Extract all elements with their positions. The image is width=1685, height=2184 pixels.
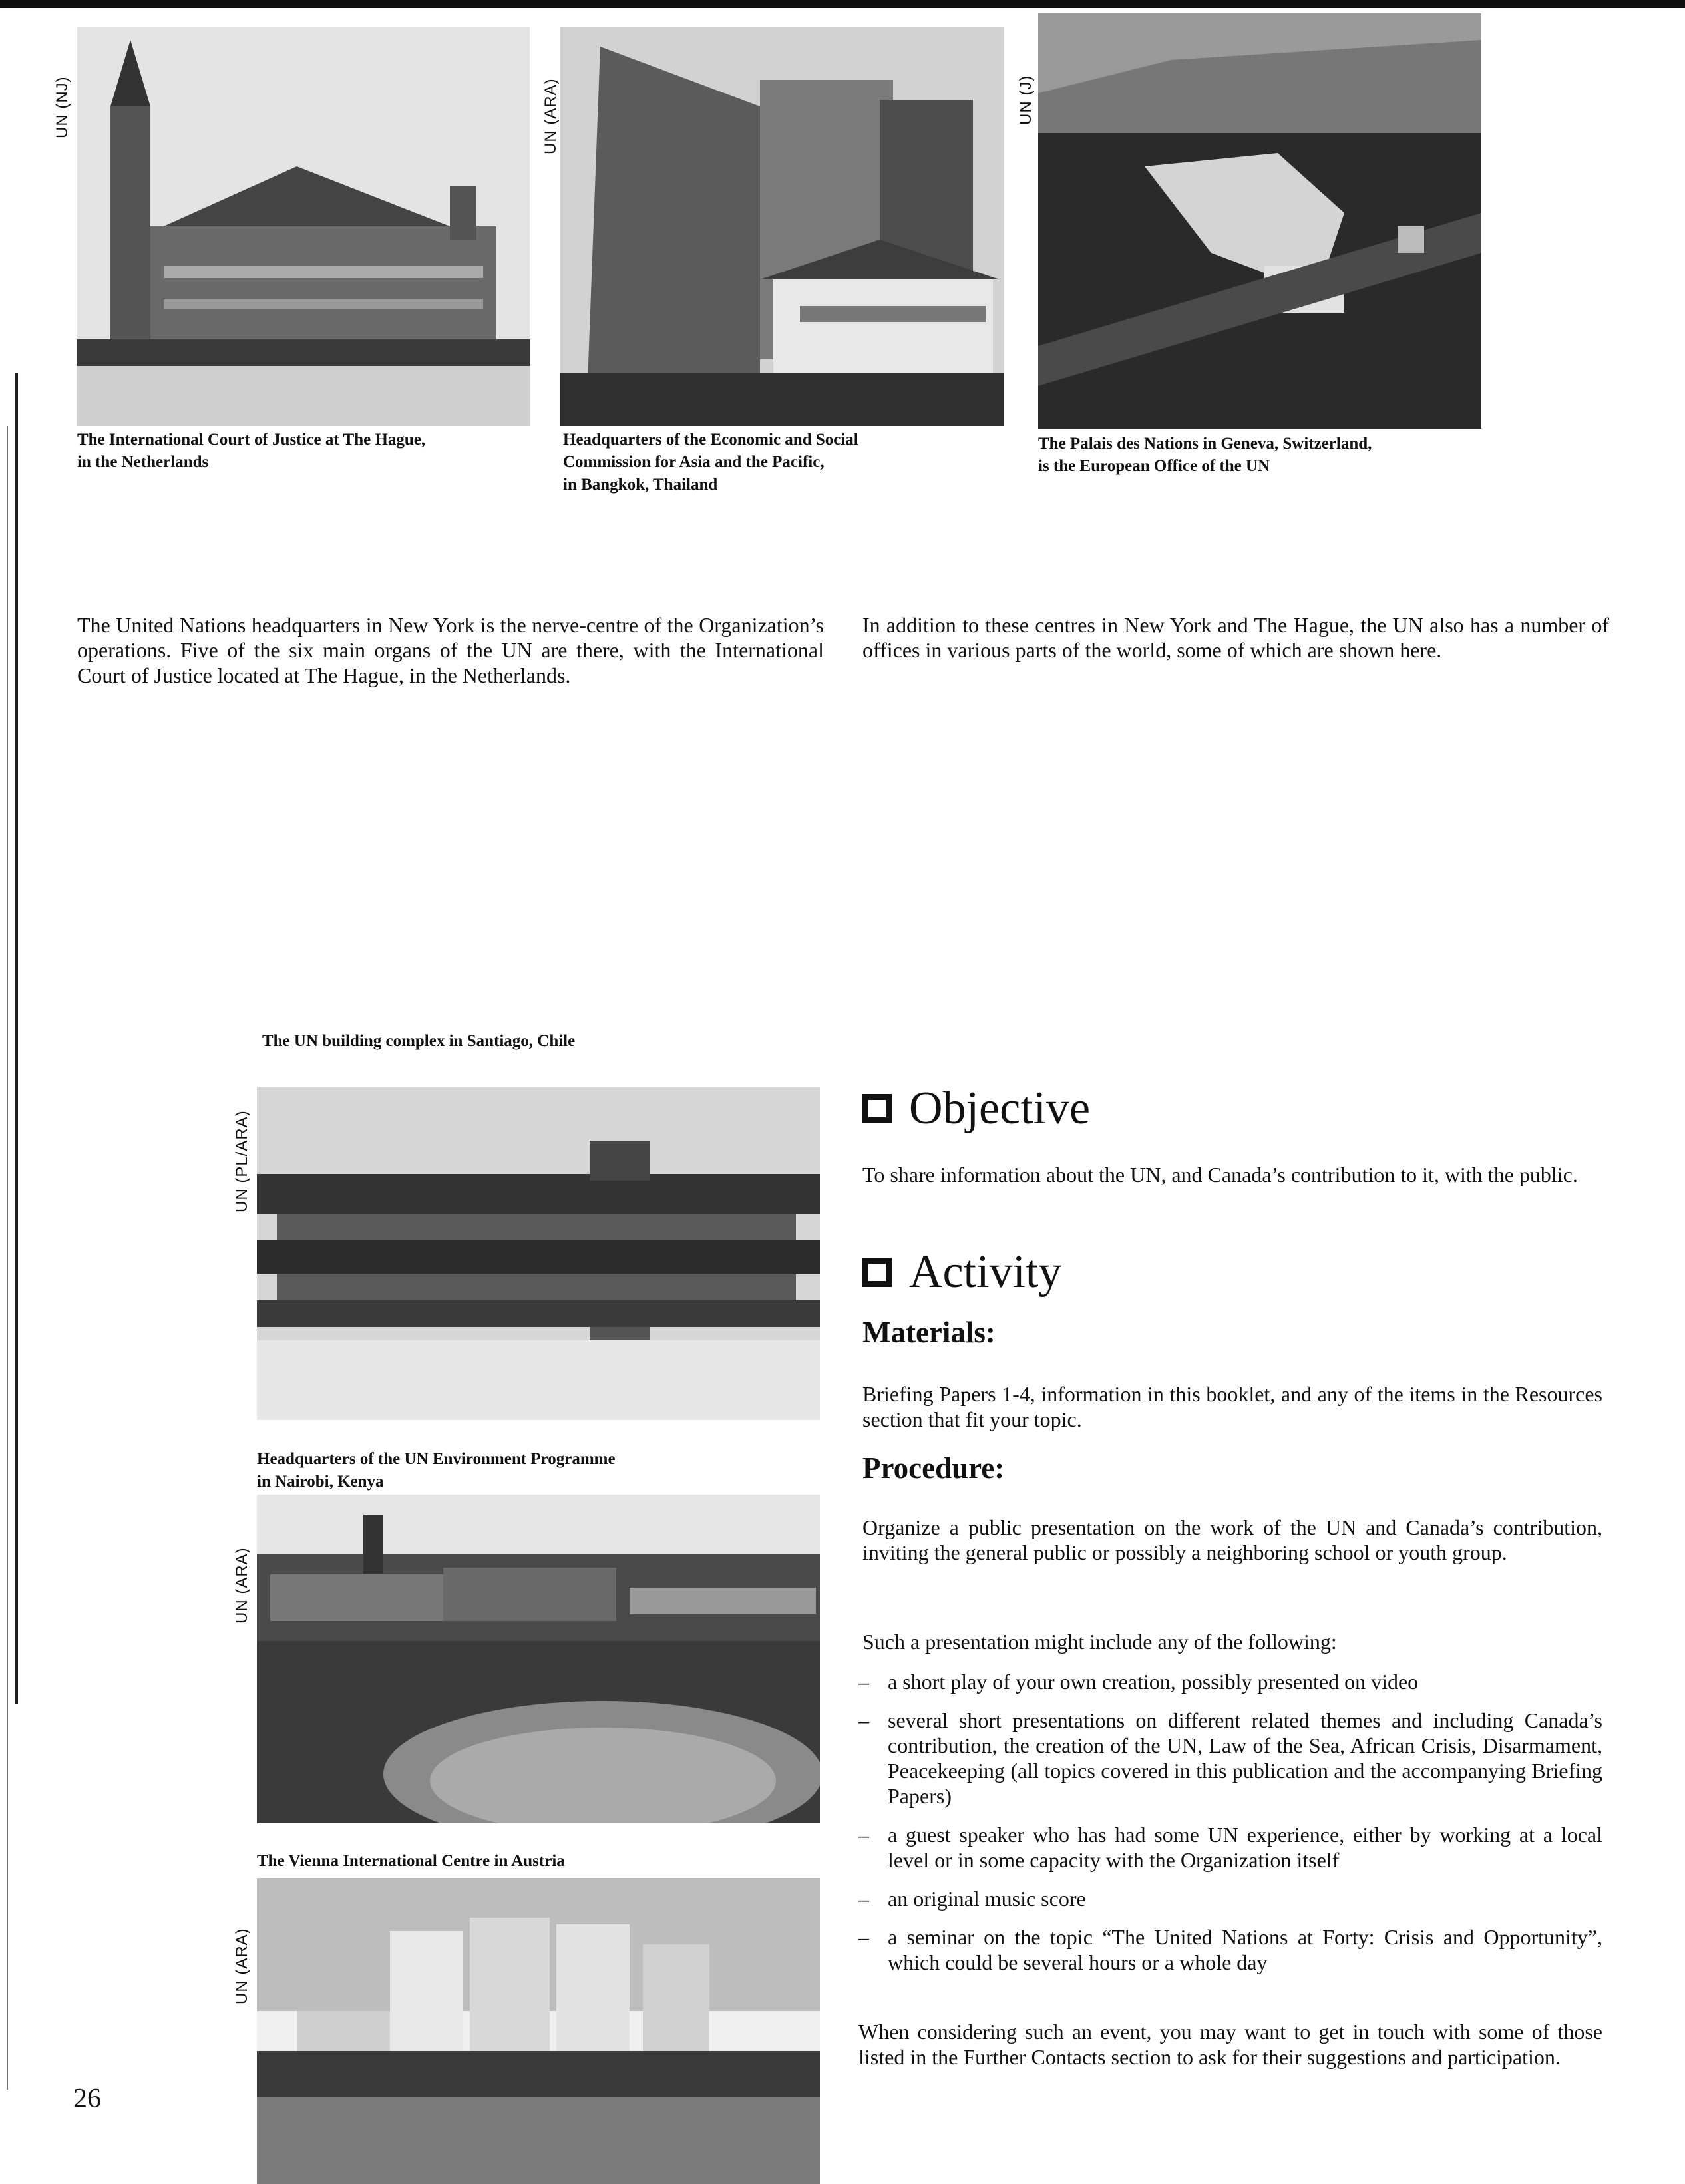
caption-bangkok-line1: Headquarters of the Economic and Social <box>563 431 858 449</box>
caption-hague-line1: The International Court of Justice at The Hague, <box>77 431 426 449</box>
procedure-text: Organize a public presentation on the work of the UN and Canada’s contribution, inviting the general public or possibly a neighboring school or youth group. <box>862 1515 1602 1564</box>
photo-credit-hague: UN (NJ) <box>53 76 71 138</box>
activity-heading <box>862 1246 1061 1299</box>
left-margin-rule-thin <box>7 426 8 2090</box>
list-intro: Such a presentation might include any of the following: <box>862 1630 1337 1654</box>
list-item: – a short play of your own creation, possibly presented on video <box>858 1669 1602 1694</box>
list-item: – a seminar on the topic “The United Nations at Forty: Crisis and Opportunity”, which could be several hours or a whole day <box>858 1924 1602 1975</box>
caption-nairobi-line2: in Nairobi, Kenya <box>257 1473 384 1491</box>
presentation-options-list <box>858 1669 1602 1988</box>
caption-bangkok <box>563 429 1016 496</box>
list-item: – several short presentations on different related themes and including Canada’s contribution, the creation of the UN, Law of the Sea, African Crisis, Disarmament, Peacekeeping (all topics covered in this publication and the accompanying Briefing Papers) <box>858 1708 1602 1809</box>
caption-geneva-line1: The Palais des Nations in Geneva, Switzerland, <box>1038 435 1372 453</box>
photo-credit-geneva: UN (J) <box>1017 75 1035 125</box>
caption-santiago-line1: The UN building complex in Santiago, Chile <box>262 1032 576 1050</box>
caption-santiago <box>262 1030 861 1053</box>
checkbox-square-icon <box>862 1258 892 1287</box>
activity-heading-text: Activity <box>909 1246 1062 1298</box>
caption-nairobi <box>257 1448 856 1493</box>
caption-hague-line2: in the Netherlands <box>77 453 209 471</box>
photo-vienna-centre <box>257 1878 820 2184</box>
list-item: – an original music score <box>858 1886 1602 1911</box>
page-number: 26 <box>73 2084 101 2114</box>
caption-vienna-line1: The Vienna International Centre in Austria <box>257 1852 565 1870</box>
caption-geneva-line2: is the European Office of the UN <box>1038 457 1270 475</box>
materials-heading: Materials: <box>862 1316 996 1349</box>
checkbox-square-icon <box>862 1094 892 1123</box>
photo-hague-court <box>77 27 530 426</box>
left-margin-rule <box>15 373 18 1704</box>
photo-credit-santiago: UN (PL/ARA) <box>233 1110 251 1212</box>
photo-bangkok-escap <box>560 27 1004 426</box>
photo-credit-nairobi: UN (ARA) <box>233 1547 251 1624</box>
objective-heading-text: Objective <box>909 1083 1091 1134</box>
intro-right-paragraph: In addition to these centres in New York and The Hague, the UN also has a number of offices in various parts of the world, some of which are shown here. <box>862 613 1609 662</box>
photo-credit-bangkok: UN (ARA) <box>542 78 560 154</box>
photo-nairobi-unep <box>257 1495 820 1823</box>
objective-heading <box>862 1082 1090 1135</box>
procedure-heading: Procedure: <box>862 1451 1005 1485</box>
photo-credit-vienna: UN (ARA) <box>233 1928 251 2004</box>
photo-geneva-palais <box>1038 13 1481 429</box>
caption-vienna <box>257 1850 856 1873</box>
materials-text: Briefing Papers 1-4, information in this booklet, and any of the items in the Resources section that fit your topic. <box>862 1382 1602 1431</box>
photo-santiago <box>257 1087 820 1420</box>
caption-bangkok-line2: Commission for Asia and the Pacific, <box>563 453 825 471</box>
top-border <box>0 0 1685 8</box>
caption-nairobi-line1: Headquarters of the UN Environment Programme <box>257 1450 616 1468</box>
caption-hague <box>77 429 543 474</box>
caption-geneva <box>1038 433 1504 478</box>
list-item: – a guest speaker who has had some UN experience, either by working at a local level or in some capacity with the Organization itself <box>858 1822 1602 1873</box>
closing-paragraph: When considering such an event, you may want to get in touch with some of those listed in the Further Contacts section to ask for their suggestions and participation. <box>858 2020 1602 2069</box>
objective-text: To share information about the UN, and Canada’s contribution to it, with the public. <box>862 1163 1578 1186</box>
intro-left-paragraph: The United Nations headquarters in New York is the nerve-centre of the Organization’s operations. Five of the six main organs of the UN are there, with the International Court of Justice located at The Hague, in the Netherlands. <box>77 613 824 687</box>
caption-bangkok-line3: in Bangkok, Thailand <box>563 476 718 494</box>
